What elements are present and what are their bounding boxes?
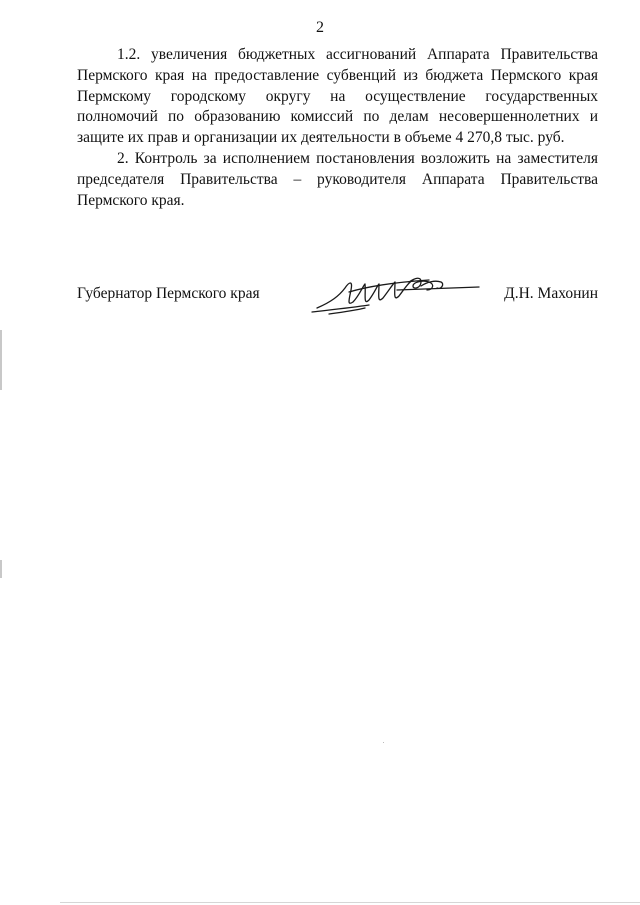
page-number: 2 (316, 19, 324, 36)
signature-block (77, 272, 598, 332)
paragraph-2: 2. Контроль за исполнением постановления возложить на заместителя председателя Правительства – руководителя Аппарата Правительства Пермского края. (77, 149, 598, 209)
signer-position-title: Губернатор Пермского края (77, 285, 260, 302)
signer-name: Д.Н. Махонин (504, 285, 598, 302)
document-body (77, 45, 598, 211)
handwritten-signature (309, 272, 489, 322)
scan-bottom-edge (60, 902, 640, 903)
scan-margin-mark (0, 560, 2, 578)
scan-speck (383, 742, 384, 743)
scan-margin-mark (0, 330, 2, 390)
paragraph-1-2: 1.2. увеличения бюджетных ассигнований Аппарата Правительства Пермского края на предоставление субвенций из бюджета Пермского края Пермскому городскому округу на осуществление государственных полномочий по образованию комиссий по делам несовершеннолетних и защите их прав и организации их деятельности в объеме 4 270,8 тыс. руб. (77, 46, 598, 147)
